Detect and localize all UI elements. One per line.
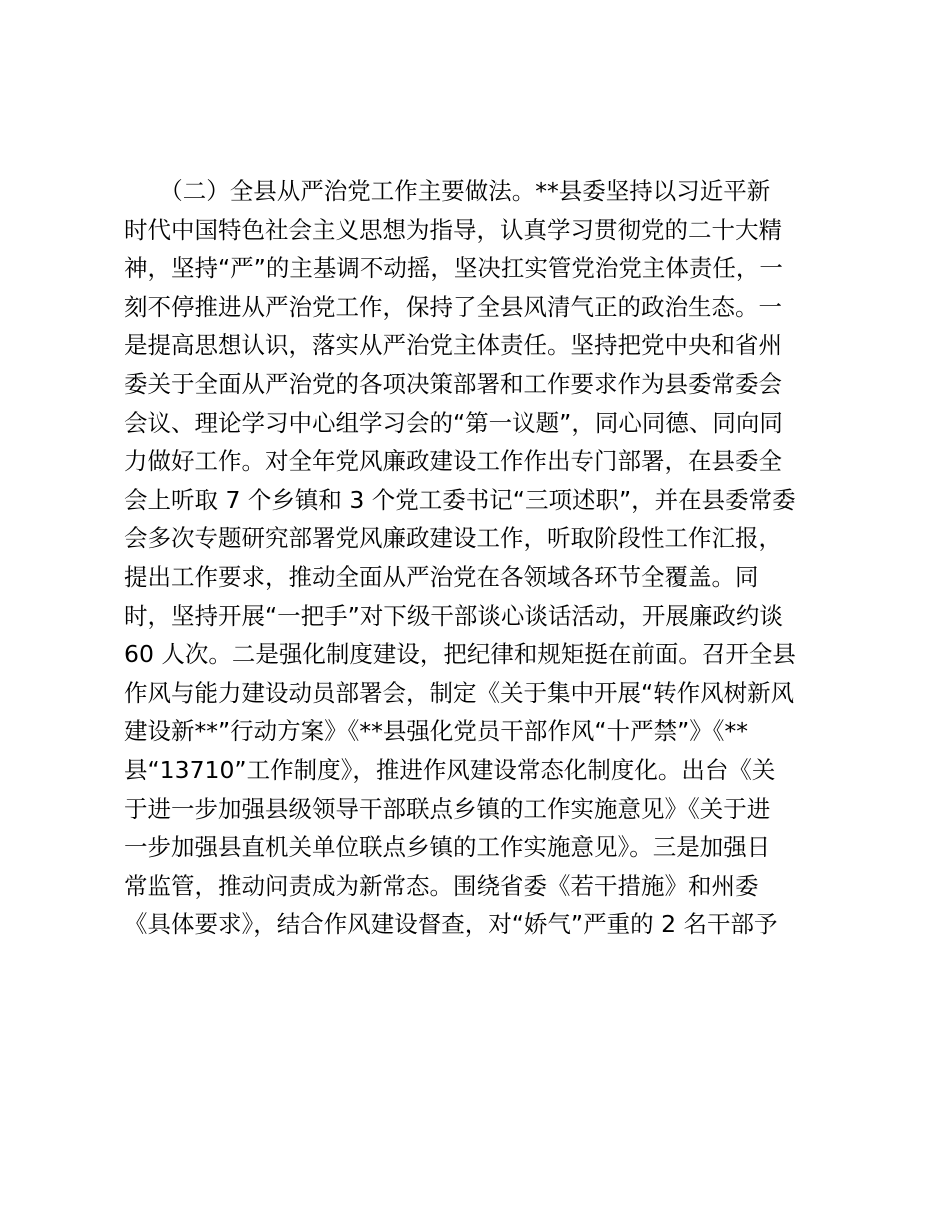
text-line-17: 于进一步加强县级领导干部联点乡镇的工作实施意见》《关于进 — [124, 794, 771, 823]
text-line-18: 一步加强县直机关单位联点乡镇的工作实施意见》。三是加强日 — [124, 833, 771, 862]
text-line-8: 力做好工作。对全年党风廉政建设工作作出专门部署，在县委全 — [124, 447, 782, 476]
text-line-20: 《具体要求》，结合作风建设督查，对“娇气”严重的 2 名干部予 — [124, 910, 778, 939]
text-line-13: 60 人次。二是强化制度建设，把纪律和规矩挺在前面。召开全县 — [124, 640, 796, 669]
text-line-5: 是提高思想认识，落实从严治党主体责任。坚持把党中央和省州 — [124, 331, 782, 360]
text-line-7: 会议、理论学习中心组学习会的“第一议题”，同心同德、同向同 — [124, 408, 783, 437]
text-line-2: 时代中国特色社会主义思想为指导，认真学习贯彻党的二十大精 — [124, 215, 782, 244]
text-line-16: 县“13710”工作制度》，推进作风建设常态化制度化。出台《关 — [124, 755, 776, 784]
text-line-9: 会上听取 7 个乡镇和 3 个党工委书记“三项述职”，并在县委常委 — [124, 485, 796, 514]
text-line-11: 提出工作要求，推动全面从严治党在各领域各环节全覆盖。同 — [124, 562, 759, 591]
text-line-14: 作风与能力建设动员部署会，制定《关于集中开展“转作风树新风 — [124, 678, 795, 707]
text-line-3: 神，坚持“严”的主基调不动摇，坚决扛实管党治党主体责任，一 — [124, 254, 783, 283]
text-line-4: 刻不停推进从严治党工作，保持了全县风清气正的政治生态。一 — [124, 292, 782, 321]
text-line-1: （二）全县从严治党工作主要做法。**县委坚持以习近平新 — [124, 177, 771, 205]
text-line-12: 时，坚持开展“一把手”对下级干部谈心谈话活动，开展廉政约谈 — [124, 601, 783, 630]
document-body — [124, 172, 836, 944]
text-line-6: 委关于全面从严治党的各项决策部署和工作要求作为县委常委会 — [124, 369, 782, 398]
text-line-15: 建设新**”行动方案》《**县强化党员干部作风“十严禁”》《** — [124, 717, 749, 746]
text-line-19: 常监管，推动问责成为新常态。围绕省委《若干措施》和州委 — [124, 871, 759, 900]
text-line-10: 会多次专题研究部署党风廉政建设工作，听取阶段性工作汇报， — [124, 524, 782, 553]
